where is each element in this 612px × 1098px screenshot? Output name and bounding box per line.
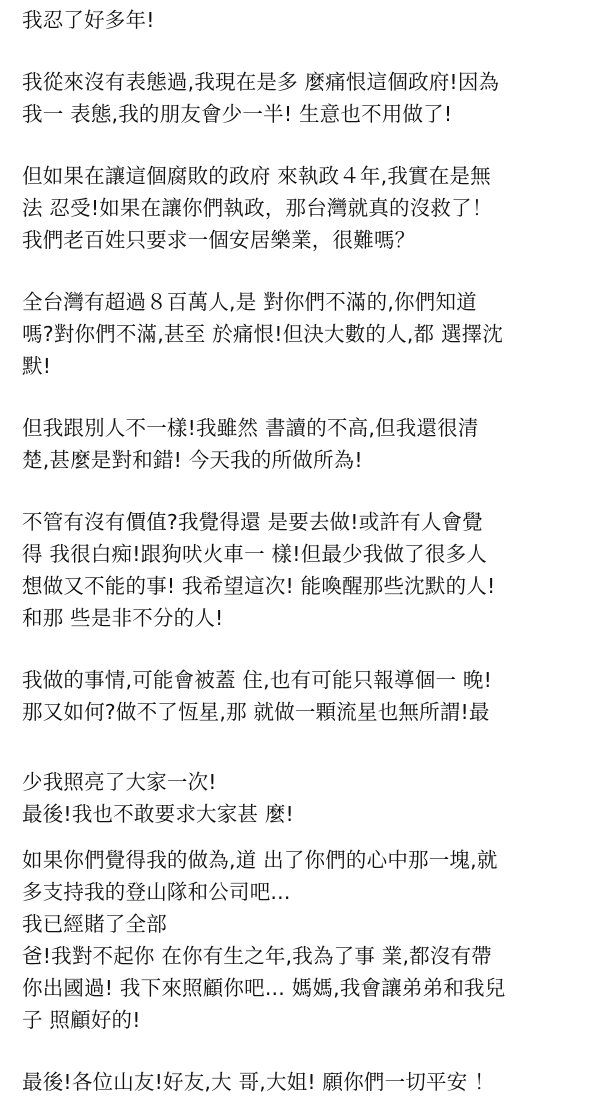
- paragraph: [22, 66, 608, 130]
- text-line: 想做又不能的事! 我希望這次! 能喚醒那些沈默的人!: [22, 574, 496, 598]
- text-line: 我已經賭了全部: [22, 912, 167, 936]
- text-line: 最後!各位山友!好友,大 哥,大姐! 願你們一切平安 ！: [22, 1070, 495, 1094]
- paragraph: [22, 286, 608, 382]
- text-line: 最後!我也不敢要求大家甚 麼!: [22, 802, 294, 826]
- text-line: 但我跟別人不一樣!我雖然 書讀的不高,但我還很清: [22, 416, 479, 440]
- text-line: 我們老百姓只要求一個安居樂業，很難嗎？: [22, 228, 416, 252]
- document-body: [22, 4, 608, 1098]
- paragraph: [22, 844, 608, 1036]
- text-line: 那又如何?做不了恆星,那 就做一顆流星也無所謂!最: [22, 700, 490, 724]
- text-line: 我做的事情,可能會被蓋 住,也有可能只報導個一 晚!: [22, 668, 492, 692]
- text-line: 多支持我的登山隊和公司吧...: [22, 880, 291, 904]
- text-line: 楚,甚麼是對和錯! 今天我的所做所為!: [22, 448, 363, 472]
- text-line: 我一 表態,我的朋友會少一半! 生意也不用做了!: [22, 102, 453, 126]
- text-line: 全台灣有超過８百萬人,是 對你們不滿的,你們知道: [22, 290, 477, 314]
- paragraph: [22, 506, 608, 634]
- text-line: 少我照亮了大家一次!: [22, 770, 217, 794]
- text-line: 不管有沒有價值?我覺得還 是要去做!或許有人會覺: [22, 510, 483, 534]
- paragraph: [22, 766, 608, 830]
- paragraph: [22, 1066, 608, 1098]
- text-line: 默!: [22, 354, 52, 378]
- paragraph: [22, 412, 608, 476]
- text-line: 和那 些是非不分的人!: [22, 606, 224, 630]
- text-line: 子 照顧好的!: [22, 1008, 141, 1032]
- text-line: 如果你們覺得我的做為,道 出了你們的心中那一塊,就: [22, 848, 498, 872]
- text-line: 我從來沒有表態過,我現在是多 麼痛恨這個政府!因為: [22, 70, 500, 94]
- paragraph: [22, 664, 608, 728]
- text-line: 法 忍受!如果在讓你們執政，那台灣就真的沒救了！: [22, 196, 493, 220]
- paragraph: [22, 160, 608, 256]
- text-line: 你出國過! 我下來照顧你吧... 媽媽,我會讓弟弟和我兒: [22, 976, 506, 1000]
- text-line: 但如果在讓這個腐敗的政府 來執政４年,我實在是無: [22, 164, 491, 188]
- text-line: 得 我很白痴!跟狗吠火車一 樣!但最少我做了很多人: [22, 542, 487, 566]
- paragraph: [22, 4, 608, 36]
- text-line: 我忍了好多年!: [22, 8, 155, 32]
- text-line: 爸!我對不起你 在你有生之年,我為了事 業,都沒有帶: [22, 944, 492, 968]
- text-line: 嗎?對你們不滿,甚至 於痛恨!但決大數的人,都 選擇沈: [22, 322, 504, 346]
